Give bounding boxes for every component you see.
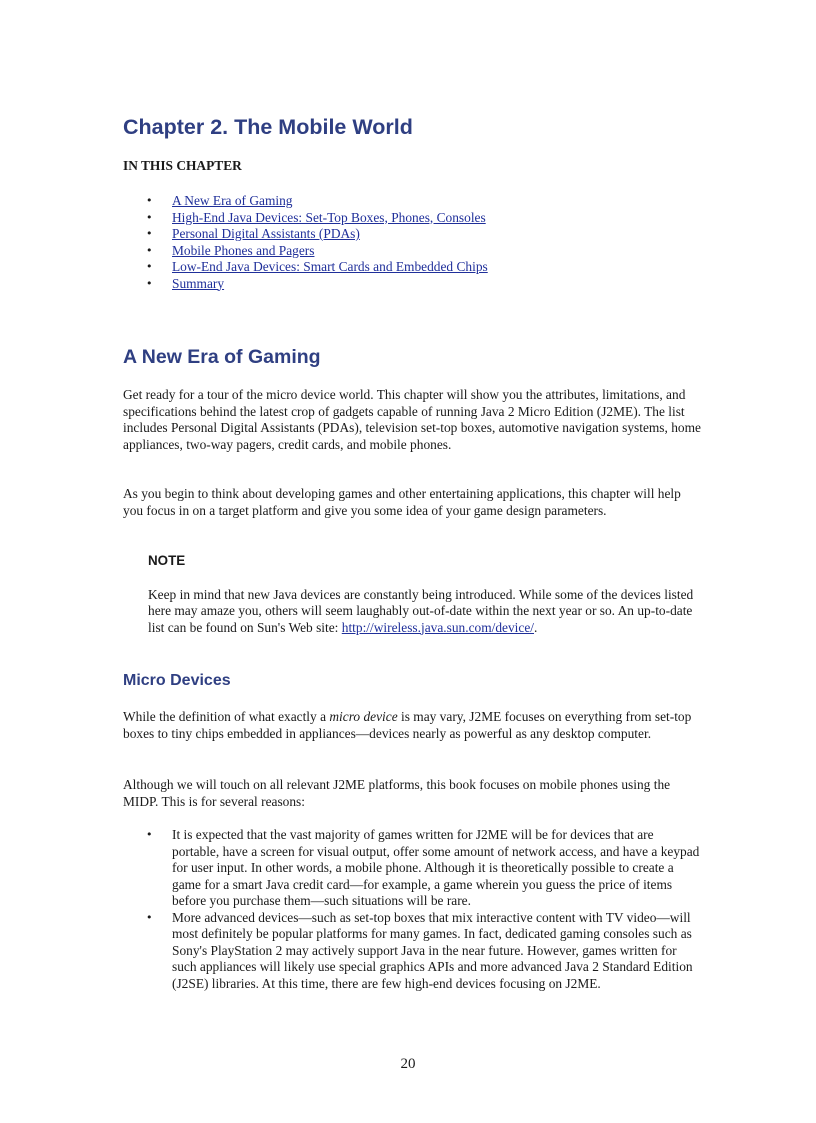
chapter-toc [123, 193, 703, 292]
toc-link-low-end[interactable]: Low-End Java Devices: Smart Cards and Embedded Chips [172, 259, 488, 274]
toc-link-mobile-phones[interactable]: Mobile Phones and Pagers [172, 242, 315, 258]
note-label: NOTE [148, 553, 186, 568]
toc-link-high-end[interactable]: High-End Java Devices: Set-Top Boxes, Phones, Consoles [172, 209, 486, 225]
reasons-list [123, 827, 703, 992]
toc-item [123, 243, 703, 260]
list-item: • More advanced devices—such as set-top boxes that mix interactive content with TV video—will most definitely be popular platforms for many games. In fact, dedicated gaming consoles such as Sony's PlayStation 2 may actively support Java in the near future. However, games written for such appliances will likely use special graphics APIs and more advanced Java 2 Standard Edition (J2SE) libraries. At this time, there are few high-end devices focusing on J2ME. [123, 910, 703, 993]
toc-link-summary[interactable]: Summary [172, 275, 225, 291]
toc-item [123, 226, 703, 243]
toc-link-new-era[interactable]: A New Era of Gaming [172, 193, 293, 208]
toc-item [123, 210, 703, 227]
section-title-new-era: A New Era of Gaming [123, 346, 321, 368]
section-title-micro-devices: Micro Devices [123, 672, 231, 689]
paragraph-focus: As you begin to think about developing games and other entertaining applications, this chapter will help you focus in on a target platform and give you some idea of your game design parameters. [123, 486, 681, 518]
note-box [148, 553, 708, 636]
chapter-title: Chapter 2. The Mobile World [123, 115, 413, 139]
note-text [148, 587, 708, 637]
note-end: . [534, 619, 538, 635]
toc-item [123, 276, 703, 293]
toc-item [123, 259, 703, 276]
paragraph-midp-reasons: Although we will touch on all relevant J2ME platforms, this book focuses on mobile phones using the MIDP. This is for several reasons: [123, 777, 671, 809]
in-this-chapter-label: IN THIS CHAPTER [123, 158, 242, 173]
toc-link-pdas[interactable]: Personal Digital Assistants (PDAs) [172, 226, 360, 241]
paragraph-intro: Get ready for a tour of the micro device world. This chapter will show you the attributes, limitations, and specifications behind the latest crop of gadgets capable of running Java 2 Micro Edition (J2ME). The list includes Personal Digital Assistants (PDAs), television set-top boxes, automotive navigation systems, home appliances, two-way pagers, credit cards, and mobile phones. [123, 387, 701, 452]
page-number: 20 [400, 1056, 416, 1072]
toc-item [123, 193, 703, 210]
note-body: Keep in mind that new Java devices are constantly being introduced. While some of the devices listed here may amaze you, others will seem laughably out-of-date within the next year or so. An up-to-date list can be found on Sun's Web site: [148, 586, 694, 635]
micro-device-term: micro device [329, 709, 398, 724]
paragraph-micro-definition: While the definition of what exactly a micro device is may vary, J2ME focuses on everything from set-top boxes to tiny chips embedded in appliances—devices nearly as powerful as any desktop computer. [123, 709, 692, 741]
list-item: • It is expected that the vast majority of games written for J2ME will be for devices that are portable, have a screen for visual output, offer some amount of network access, and have a keypad for user input. In other words, a mobile phone. Although it is theoretically possible to create a game for a smart Java credit card—for example, a game wherein you guess the price of items before you purchase them—such situations will be rare. [123, 827, 703, 910]
sun-device-link[interactable]: http://wireless.java.sun.com/device/ [341, 619, 535, 635]
